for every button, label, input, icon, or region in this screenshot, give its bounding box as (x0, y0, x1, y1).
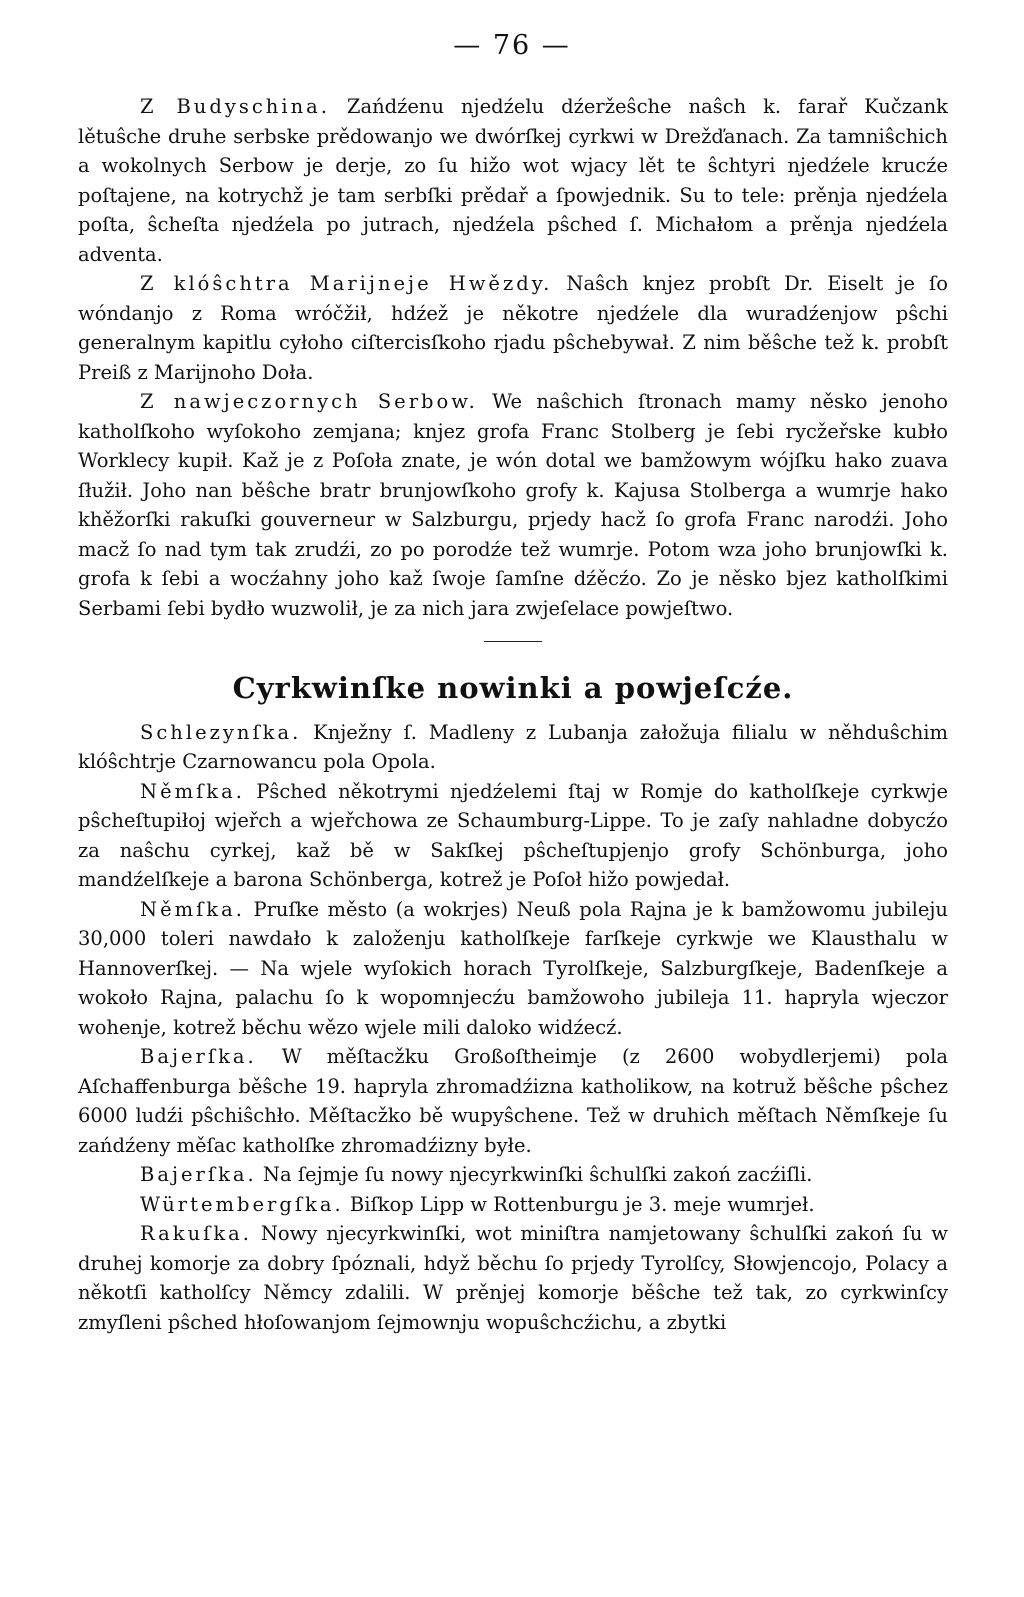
news-text: W měſtacžku Großoſtheimje (z 2600 wobydlerjemi) pola Aſchaffenburga běŝche 19. hapryla zhromadźizna katholikow, na kotruž běŝche pŝchez 6000 ludźi pŝchiŝchło. Měſtacžko bě wupyŝchene. Tež w druhich měſtach Němſkeje ſu zańdźeny měſac katholſke zhromadźizny byłe. (78, 1045, 948, 1157)
section-heading: Cyrkwinſke nowinki a powjeſcźe. (232, 671, 794, 705)
news-region: Rakuſka. (140, 1222, 252, 1245)
report-paragraph-nawjeczorni (78, 387, 948, 623)
news-region: Bajerſka. (140, 1045, 257, 1068)
news-region: Würtembergſka. (140, 1192, 344, 1216)
report-text: Zańdźenu njedźelu dźeržeŝche naŝch k. farař Kučzank lětuŝche druhe serbske prědowanjo we dwórſkej cyrkwi w Drežďanach. Za tamniŝchich a wokolnych Serbow je derje, zo ſu hižo wot wjacy lět te ŝchtyri njedźele krucźe poſtajene, na kotrychž je tam serbſki prědař a ſpowjednik. Su to tele: prěnja njedźela poſta, ŝcheſta njedźela po jutrach, njedźela pŝched ſ. Michałom a prěnja njedźela adventa. (78, 95, 948, 266)
document-body (78, 92, 948, 1337)
news-text: Nowy njecyrkwinſki, wot miniſtra namjetowany ŝchulſki zakoń ſu w druhej komorje za dobry ſpóznali, hdyž běchu ſo prjedy Tyrolſcy, Słowjencojo, Polacy a někotſi katholſcy Němcy zdalili. W prěnjej komorje běŝche tež tak, zo cyrkwinſcy zmyſleni pŝched hłoſowanjom ſejmownju wopuŝchcźichu, a zbytki (78, 1222, 948, 1334)
report-text: We naŝchich ſtronach mamy něsko jenoho katholſkoho wyſokoho zemjana; knjez grofa Franc Stolberg je ſebi rycžeřske kubło Worklecy kupił. Kaž je z Poſoła znate, je wón dotal we bamžowym wójſku hako zuava ſłužił. Joho nan běŝche bratr brunjowſkoho grofy k. Kajusa Stolberga a wumrje hako khěžorſki rakuſki gouverneur w Salzburgu, prjedy hacž ſo grofa Franc narodźi. Joho macž ſo nad tym tak zrudźi, zo po porodźe tež wumrje. Potom wza joho brunjowſki k. grofa k ſebi a wocźahny joho kaž ſwoje ſamſne dźěcźo. Zo je něsko bjez katholſkimi Serbami ſebi bydło wuzwolił, je za nich jara zwjeſelace powjeſtwo. (78, 390, 948, 620)
news-text: Pŝched někotrymi njedźelemi ſtaj w Romje do katholſkeje cyrkwje pŝcheſtupiłoj wjeřch a wjeřchowa ze Schaumburg-Lippe. To je zaſy nahladne dobycźo za naŝchu cyrkej, kaž bě w Sakſkej pŝcheſtupjenjo grofy Schönburga, joho mandźelſkeje a barona Schönberga, kotrež je Poſoł hižo powjedał. (78, 779, 948, 891)
section-divider (484, 641, 542, 642)
news-item-rakuska (78, 1219, 948, 1337)
news-region: Němſka. (140, 779, 245, 803)
report-heading: Z Budyschina. (140, 95, 330, 118)
news-text: Na ſejmje ſu nowy njecyrkwinſki ŝchulſki zakoń zacźiſli. (256, 1163, 813, 1186)
report-heading: Z klóŝchtra Marijneje Hwězdy. (140, 272, 553, 295)
news-item-wurtembergska (78, 1190, 948, 1220)
news-item-nemska-1 (78, 777, 948, 895)
news-item-bajerska-2 (78, 1160, 948, 1190)
report-paragraph-klostr (78, 269, 948, 387)
news-text: Knježny ſ. Madleny z Lubanja załožuja filialu w něhduŝchim klóŝchtrje Czarnowancu pola Opola. (78, 720, 948, 773)
news-text: Pruſke město (a wokrjes) Neuß pola Rajna je k bamžowomu jubileju 30,000 toleri nawdało k založenju katholſkeje farſkeje cyrkwje we Klausthalu w Hannoverſkej. — Na wjele wyſokich horach Tyrolſkeje, Salzburgſkeje, Badenſkeje a wokoło Rajna, palachu ſo k wopomnjecźu bamžowoho jubileja 11. hapryla wjeczor wohenje, kotrež běchu wězo wjele mili daloko widźecź. (78, 897, 948, 1039)
news-region: Bajerſka. (140, 1163, 257, 1186)
news-item-schlezynska (78, 718, 948, 777)
report-heading: Z nawjeczornych Serbow. (140, 390, 478, 413)
news-text: Biſkop Lipp w Rottenburgu je 3. meje wumrjeł. (343, 1192, 815, 1216)
news-item-nemska-2 (78, 895, 948, 1043)
news-region: Schlezynſka. (140, 720, 302, 744)
news-item-bajerska-1 (78, 1042, 948, 1160)
page-number: — 76 — (453, 30, 571, 61)
report-paragraph-budyschin (78, 92, 948, 269)
report-text: Naŝch knjez probſt Dr. Eiselt je ſo wóndanjo z Roma wróčžił, hdźež je někotre njedźele dla wuradźenjow pŝchi generalnym kapitlu cyłoho ciſtercisſkoho rjadu pŝchebywał. Z nim běŝche tež k. probſt Preiß z Marijnoho Doła. (78, 272, 948, 384)
news-region: Němſka. (140, 897, 245, 921)
